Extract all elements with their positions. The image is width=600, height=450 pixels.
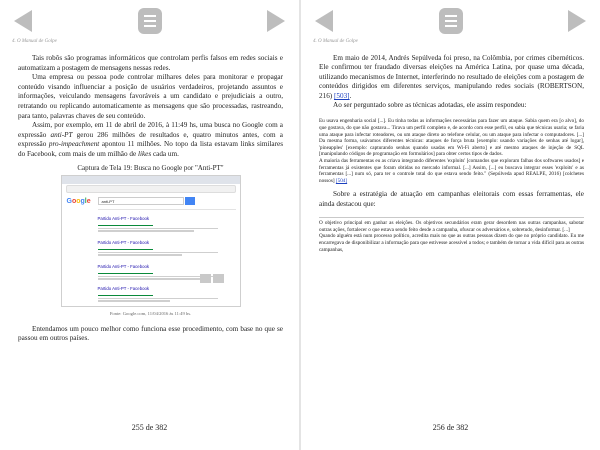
block-quote-1 — [319, 118, 584, 184]
next-page-arrow-icon[interactable] — [568, 10, 586, 32]
browser-url-bar — [66, 185, 236, 193]
google-search-box: anti-PT — [98, 197, 184, 205]
menu-icon[interactable] — [138, 8, 162, 34]
previous-page-arrow-icon[interactable] — [14, 10, 32, 32]
menu-icon[interactable] — [439, 8, 463, 34]
quote-paragraph: Quando alguém está num processo político, acredita mais no que as outras pessoas dizem do que no próprio candidato. Eu me encarregava de disponibilizar a informação para que estivesse acessível a todos; e também de tornar a vida difícil para as outras campanhas, — [319, 233, 584, 253]
left-page-number: 255 de 382 — [131, 423, 168, 432]
search-result: Partido Anti-PT - Facebook — [98, 238, 218, 256]
quote-paragraph: A maioria das ferramentas eu as criava integrando diferentes 'exploits' [comandos que exploram falhas dos softwares usados] e ferramentas já existentes que foram obtidas no mercado informal. [...] Assim, [...] eu buscava integrar esses 'exploits' e as ferramentas [...] num só, para ter o controle total do que estava sendo feito." (Sepúlveda apud REALPE, 2016) [colchetes nossos] [504] — [319, 158, 584, 184]
search-result: Partido Anti-PT - Facebook — [98, 284, 218, 302]
paragraph-sepulveda: Em maio de 2014, Andrés Sepúlveda foi preso, na Colômbia, por crimes cibernéticos. Ele confirmou ter fraudado diversas eleições na América Latina, por quase uma década, utilizando mecanismos de Internet, interferindo no resultado de eleições com a postagem de conteúdos dirigidos em diferentes serviços, manipulando redes sociais (ROBERTSON, 216) [503]. — [319, 54, 584, 100]
paragraph-closing: Entendamos um pouco melhor como funciona esse procedimento, com base no que se passou em outros países. — [18, 324, 283, 343]
browser-tab-bar — [62, 176, 240, 184]
paragraph-companies: Uma empresa ou pessoa pode controlar milhares deles para monitorar e propagar conteúdo visando influenciar a posição de usuários verdadeiros, projetando assuntos e informações, veiculando mensagens favoráveis a um candidato e prejudiciais a outro, retratando ou replicando automaticamente as mensagens que são processadas, rastreando, para tanto, palavras chaves de seu conteúdo. — [18, 73, 283, 120]
result-thumbnail — [213, 274, 224, 283]
figure-caption: Captura de Tela 19: Busca no Google por "Anti-PT" — [77, 163, 224, 172]
left-nav-bar — [0, 8, 299, 38]
search-result: Partido Anti-PT - Facebook — [98, 214, 218, 232]
quote-paragraph: Eu usava engenharia social [...]. Eu tinha todas as informações necessárias para fazer um ataque. Sabia quem era [o alvo], do que gostava, do que não gostava... Tirava um perfil completo e, de acordo com esse perfil, eu sabia que técnicas usaria; se faria uma ataque para infectar roteadores, ou um ataque direto ao telefone celular, ou um ataque para infectar o computadores. [...] Da mesma forma, usávamos diferentes técnicas: ataques de força bruta [exemplo: usando variações de senhas até logar], 'pineapples' [exemplo: capturando senhas quando usadas em Wi-Fi aberto] e até mesmo ataques de injeção de SQL [manipulando códigos de programação em formulários] para obter certos tipos de dados. — [319, 118, 584, 158]
google-logo: Google — [66, 198, 91, 206]
left-page — [0, 0, 299, 450]
left-running-header: 4. O Manual de Golpe — [12, 39, 57, 44]
footnote-link-503[interactable]: [503] — [333, 91, 350, 100]
quote-paragraph: O objetivo principal em ganhar as eleições. Os objetivos secundários eram gerar desordem nas outras campanhas, sabotar outras ações, fortalecer o que estava sendo feito desde a campanha, ofuscar os adversários e, sobretudo, desinformar. [...] — [319, 220, 584, 233]
google-tools-divider — [98, 209, 236, 210]
paragraph-example: Assim, por exemplo, em 11 de abril de 2016, à 11:49 hs, uma busca no Google com a expressão anti-PT gerou 286 milhões de resultados e, quatro minutos antes, com a expressão pro-impeachment apontou 11 milhões. No topo da lista estavam links similares do Facebook, com mais de um milhão de likes cada um. — [18, 121, 284, 158]
quote-divider — [319, 217, 584, 218]
google-search-screenshot — [61, 175, 241, 307]
right-nav-bar — [301, 8, 600, 38]
search-result: Partido Anti-PT - Facebook — [98, 262, 218, 280]
footnote-link-504[interactable]: [504] — [335, 177, 348, 184]
paragraph-strategy: Sobre a estratégia de atuação em campanhas eleitorais com essas ferramentas, ele ainda destacou que: — [319, 190, 584, 208]
paragraph-robots: Tais robôs são programas informáticos que controlam perfis falsos em redes sociais e automatizam a postagem de mensagens nessas redes. — [18, 54, 283, 72]
previous-page-arrow-icon[interactable] — [315, 10, 333, 32]
block-quote-2 — [319, 217, 584, 253]
right-running-header: 4. O Manual de Golpe — [313, 39, 358, 44]
right-page-number: 256 de 382 — [432, 423, 469, 432]
right-page-body — [319, 54, 584, 259]
left-page-body — [18, 54, 283, 344]
right-page — [301, 0, 600, 450]
next-page-arrow-icon[interactable] — [267, 10, 285, 32]
google-search-button — [185, 197, 195, 205]
figure-source: Fonte: Google.com, 11/04/2016 às 11:49 hs. — [109, 311, 192, 317]
result-thumbnail — [200, 274, 211, 283]
paragraph-asked: Ao ser perguntado sobre as técnicas adotadas, ele assim respondeu: — [333, 101, 527, 110]
